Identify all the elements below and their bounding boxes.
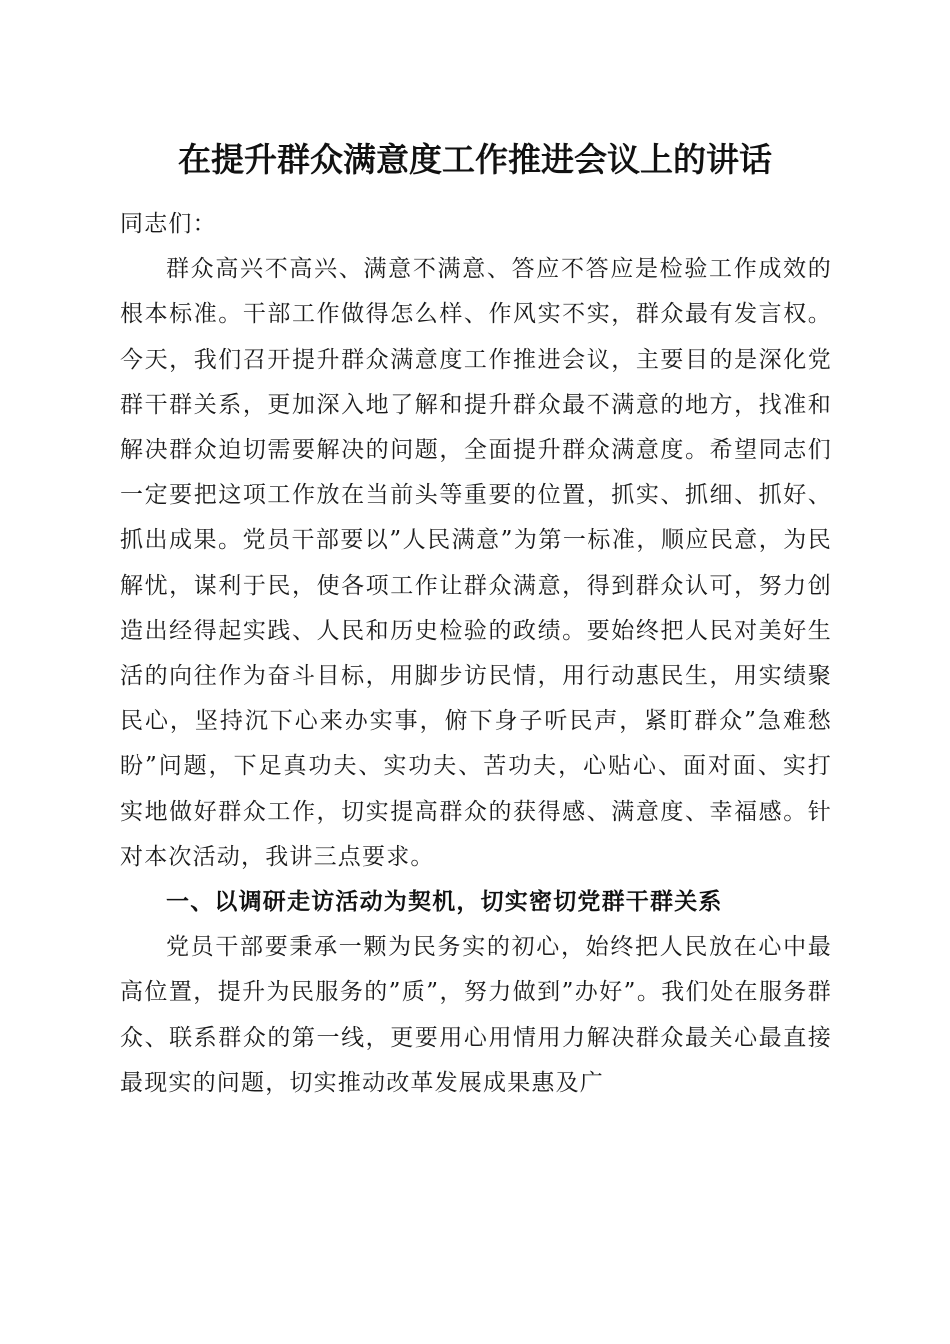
section-paragraph: 党员干部要秉承一颗为民务实的初心，始终把人民放在心中最高位置，提升为民服务的”质”，努力做到”办好”。我们处在服务群众、联系群众的第一线，更要用心用情用力解决群众最关心最直接最现实的问题，切实推动改革发展成果惠及广 bbox=[120, 934, 832, 1096]
intro-paragraph: 群众高兴不高兴、满意不满意、答应不答应是检验工作成效的根本标准。干部工作做得怎么样、作风实不实，群众最有发言权。今天，我们召开提升群众满意度工作推进会议，主要目的是深化党群干群关系，更加深入地了解和提升群众最不满意的地方，找准和解决群众迫切需要解决的问题，全面提升群众满意度。希望同志们一定要把这项工作放在当前头等重要的位置，抓实、抓细、抓好、抓出成果。党员干部要以”人民满意”为第一标准，顺应民意，为民解忧，谋利于民，使各项工作让群众满意，得到群众认可，努力创造出经得起实践、人民和历史检验的政绩。要始终把人民对美好生活的向往作为奋斗目标，用脚步访民情，用行动惠民生，用实绩聚民心，坚持沉下心来办实事，俯下身子听民声，紧盯群众”急难愁盼”问题，下足真功夫、实功夫、苦功夫，心贴心、面对面、实打实地做好群众工作，切实提高群众的获得感、满意度、幸福感。针对本次活动，我讲三点要求。 bbox=[120, 256, 832, 870]
document-title: 在提升群众满意度工作推进会议上的讲话 bbox=[178, 140, 772, 179]
salutation: 同志们： bbox=[120, 211, 217, 237]
document-body bbox=[120, 202, 832, 1106]
section-heading: 一、以调研走访活动为契机，切实密切党群干群关系 bbox=[166, 889, 723, 916]
